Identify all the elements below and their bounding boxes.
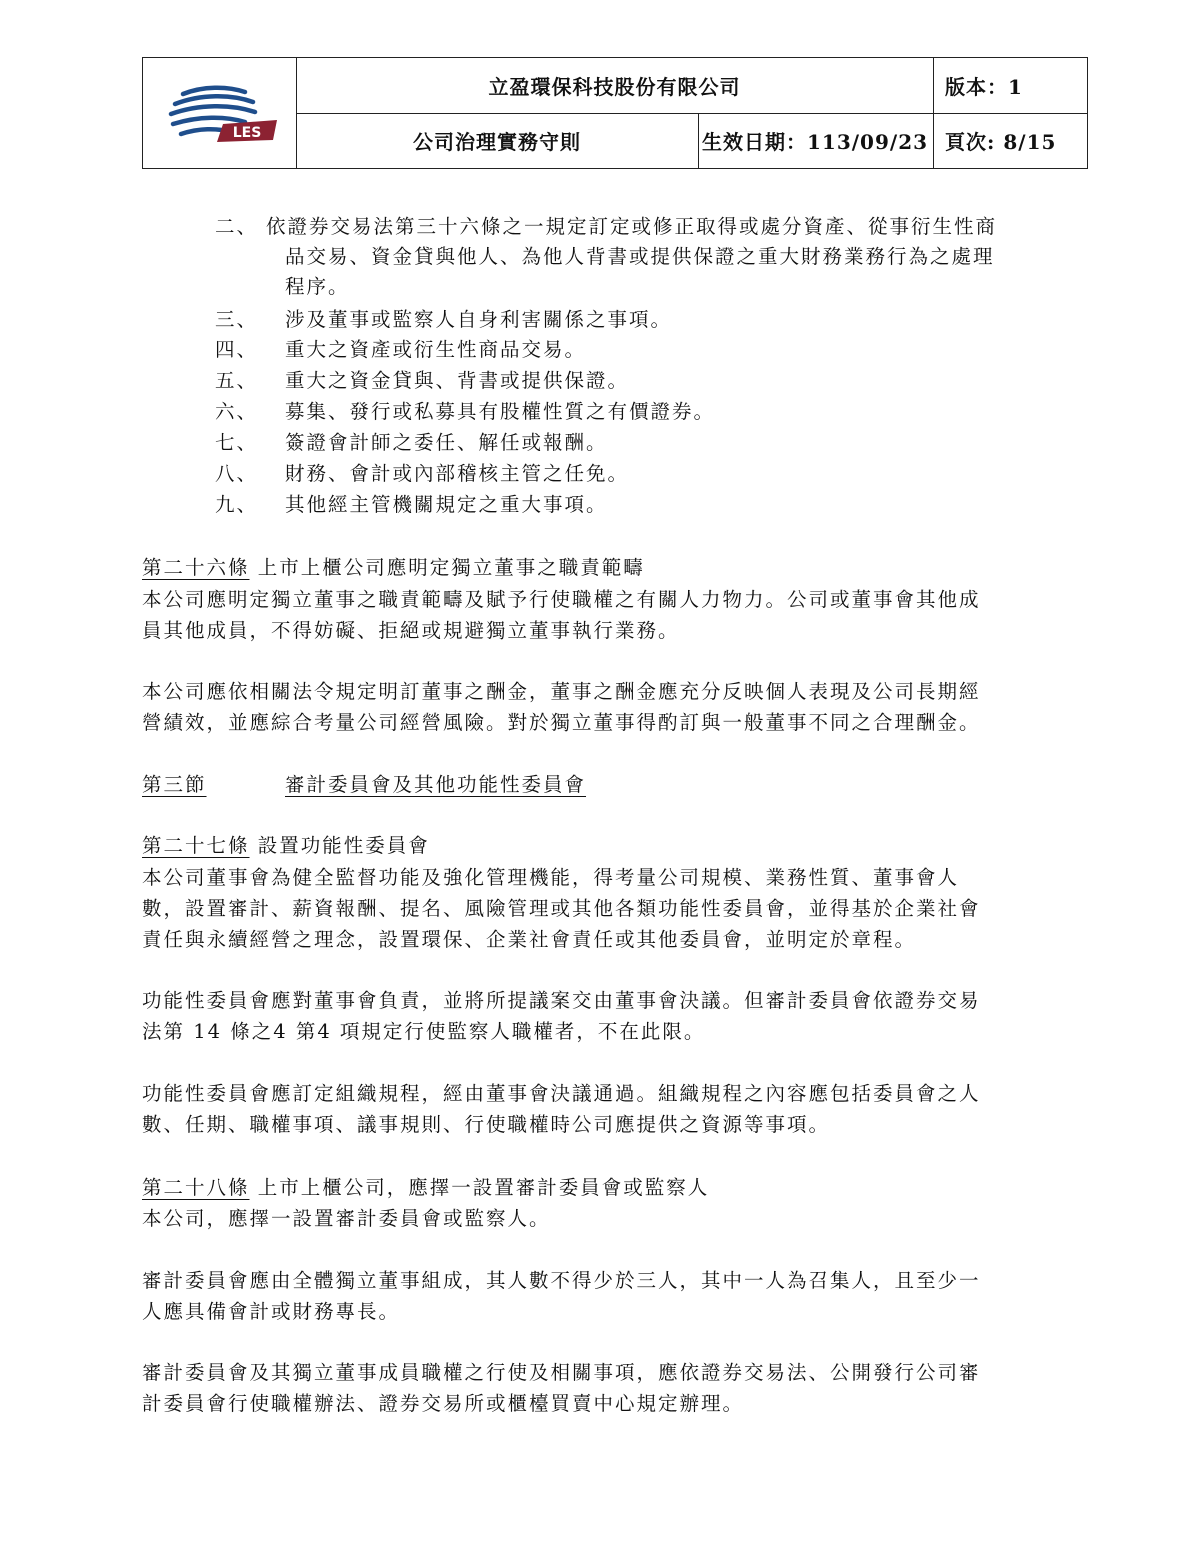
paragraph-line: 人應具備會計或財務專長。 [142, 1300, 401, 1323]
paragraph-line: 本公司董事會為健全監督功能及強化管理機能，得考量公司規模、業務性質、董事會人 [142, 866, 960, 889]
paragraph-line: 審計委員會及其獨立董事成員職權之行使及相關事項，應依證券交易法、公開發行公司審 [142, 1361, 981, 1384]
effective-date: 生效日期：113/09/23 [702, 130, 929, 154]
list-item-number: 八、 [215, 462, 259, 485]
section-label: 第三節 [142, 773, 207, 796]
paragraph-line: 法第 14 條之4 第4 項規定行使監察人職權者，不在此限。 [142, 1020, 706, 1043]
list-item-text: 財務、會計或內部稽核主管之任免。 [285, 462, 630, 485]
list-item-text: 簽證會計師之委任、解任或報酬。 [285, 431, 608, 454]
list-item-number: 六、 [215, 400, 259, 423]
section-title: 審計委員會及其他功能性委員會 [285, 773, 587, 796]
paragraph-line: 數，設置審計、薪資報酬、提名、風險管理或其他各類功能性委員會，並得基於企業社會 [142, 897, 981, 920]
paragraph-line: 本公司，應擇一設置審計委員會或監察人。 [142, 1207, 551, 1230]
list-item-text: 依證券交易法第三十六條之一規定訂定或修正取得或處分資產、從事衍生性商 [266, 215, 998, 238]
article-title: 上市上櫃公司，應擇一設置審計委員會或監察人 [257, 1176, 710, 1199]
list-item-number: 五、 [215, 369, 259, 392]
list-item-text: 品交易、資金貸與他人、為他人背書或提供保證之重大財務業務行為之處理 [285, 245, 995, 268]
paragraph-line: 本公司應依相關法令規定明訂董事之酬金，董事之酬金應充分反映個人表現及公司長期經 [142, 680, 981, 703]
article-26-heading [142, 553, 645, 583]
list-item-number: 二、 [215, 215, 259, 238]
article-label: 第二十七條 [142, 834, 250, 857]
paragraph-line: 功能性委員會應對董事會負責，並將所提議案交由董事會決議。但審計委員會依證券交易 [142, 989, 981, 1012]
svg-text:LES: LES [232, 125, 262, 141]
list-item-text: 重大之資金貸與、背書或提供保證。 [285, 369, 630, 392]
version-label: 版本：1 [945, 75, 1023, 99]
list-item-number: 七、 [215, 431, 259, 454]
paragraph-line: 營績效，並應綜合考量公司經營風險。對於獨立董事得酌訂與一般董事不同之合理酬金。 [142, 711, 981, 734]
paragraph-line: 審計委員會應由全體獨立董事組成，其人數不得少於三人，其中一人為召集人，且至少一 [142, 1269, 981, 1292]
company-logo [165, 80, 285, 150]
list-item-number: 四、 [215, 338, 259, 361]
paragraph-line: 員其他成員，不得妨礙、拒絕或規避獨立董事執行業務。 [142, 619, 680, 642]
document-title: 公司治理實務守則 [413, 130, 581, 154]
page-number: 頁次: 8/15 [945, 130, 1057, 154]
document-header-table [142, 57, 1088, 169]
list-item-number: 九、 [215, 493, 259, 516]
article-title: 上市上櫃公司應明定獨立董事之職責範疇 [257, 556, 645, 579]
paragraph-line: 本公司應明定獨立董事之職責範疇及賦予行使職權之有關人力物力。公司或董事會其他成 [142, 588, 981, 611]
paragraph-line: 功能性委員會應訂定組織規程，經由董事會決議通過。組織規程之內容應包括委員會之人 [142, 1082, 981, 1105]
list-item-number: 三、 [215, 308, 259, 331]
list-item-text: 其他經主管機關規定之重大事項。 [285, 493, 608, 516]
article-label: 第二十八條 [142, 1176, 250, 1199]
company-name: 立盈環保科技股份有限公司 [488, 75, 741, 99]
article-title: 設置功能性委員會 [257, 834, 430, 857]
paragraph-line: 數、任期、職權事項、議事規則、行使職權時公司應提供之資源等事項。 [142, 1113, 831, 1136]
paragraph-line: 責任與永續經營之理念，設置環保、企業社會責任或其他委員會，並明定於章程。 [142, 928, 917, 951]
list-item-text: 募集、發行或私募具有股權性質之有價證券。 [285, 400, 716, 423]
article-28-heading [142, 1173, 709, 1203]
list-item-text: 程序。 [285, 275, 350, 298]
article-label: 第二十六條 [142, 556, 250, 579]
list-item-text: 重大之資產或衍生性商品交易。 [285, 338, 587, 361]
article-27-heading [142, 831, 430, 861]
paragraph-line: 計委員會行使職權辦法、證券交易所或櫃檯買賣中心規定辦理。 [142, 1392, 745, 1415]
list-item-text: 涉及董事或監察人自身利害關係之事項。 [285, 308, 673, 331]
